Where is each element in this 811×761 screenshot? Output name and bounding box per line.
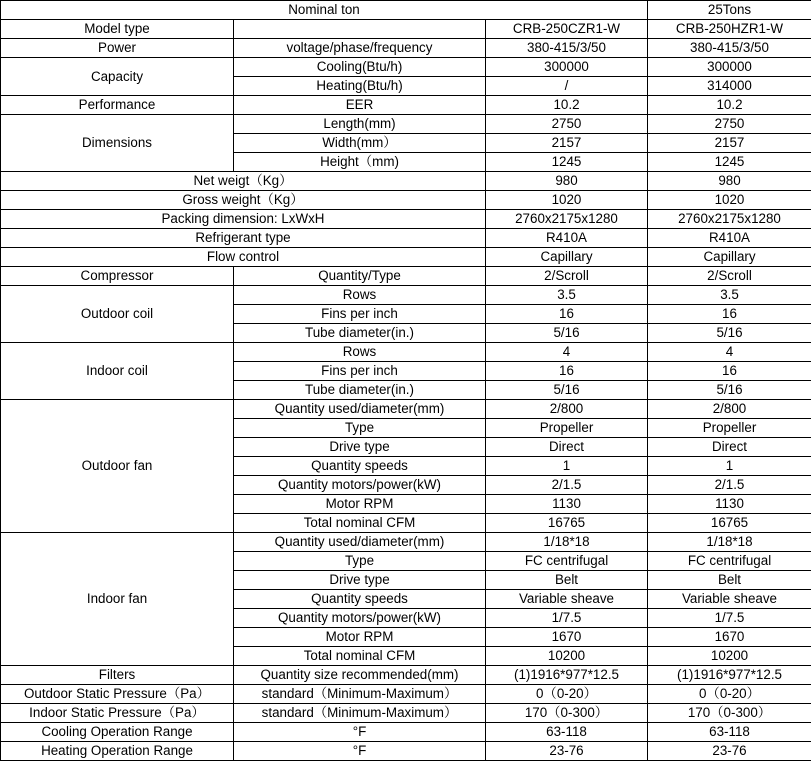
if-drive-sub: Drive type [234, 571, 486, 590]
width-sub: Width(mm） [234, 134, 486, 153]
oc-tube-v1: 5/16 [486, 324, 648, 343]
ic-tube-sub: Tube diameter(in.) [234, 381, 486, 400]
row-indoor-static [1, 704, 811, 723]
gross-weight-v1: 1020 [486, 191, 648, 210]
indoor-static-v2: 170（0-300） [648, 704, 811, 723]
of-type-v2: Propeller [648, 419, 811, 438]
packing-v2: 2760x2175x1280 [648, 210, 811, 229]
flow-control-v1: Capillary [486, 248, 648, 267]
eer-sub: EER [234, 96, 486, 115]
row-outdoor-static [1, 685, 811, 704]
ic-rows-sub: Rows [234, 343, 486, 362]
of-drive-v2: Direct [648, 438, 811, 457]
of-cfm-sub: Total nominal CFM [234, 514, 486, 533]
capacity-label: Capacity [1, 58, 234, 96]
eer-v2: 10.2 [648, 96, 811, 115]
performance-label: Performance [1, 96, 234, 115]
if-qty-sub: Quantity used/diameter(mm) [234, 533, 486, 552]
oc-rows-sub: Rows [234, 286, 486, 305]
row-filters [1, 666, 811, 685]
outdoor-static-label: Outdoor Static Pressure（Pa） [1, 685, 234, 704]
if-cfm-v1: 10200 [486, 647, 648, 666]
oc-fins-sub: Fins per inch [234, 305, 486, 324]
if-type-v1: FC centrifugal [486, 552, 648, 571]
height-sub: Height（mm) [234, 153, 486, 172]
of-drive-v1: Direct [486, 438, 648, 457]
of-motors-sub: Quantity motors/power(kW) [234, 476, 486, 495]
if-speeds-v2: Variable sheave [648, 590, 811, 609]
filters-sub: Quantity size recommended(mm) [234, 666, 486, 685]
net-weight-v1: 980 [486, 172, 648, 191]
cooling-v2: 300000 [648, 58, 811, 77]
cooling-range-v2: 63-118 [648, 723, 811, 742]
compressor-v2: 2/Scroll [648, 267, 811, 286]
row-indoor-fan-qty [1, 533, 811, 552]
net-weight-label: Net weigt（Kg） [1, 172, 486, 191]
of-qty-v2: 2/800 [648, 400, 811, 419]
flow-control-label: Flow control [1, 248, 486, 267]
ic-rows-v1: 4 [486, 343, 648, 362]
heating-range-label: Heating Operation Range [1, 742, 234, 761]
row-nominal-ton [1, 1, 811, 20]
power-sub: voltage/phase/frequency [234, 39, 486, 58]
heating-range-v2: 23-76 [648, 742, 811, 761]
of-type-sub: Type [234, 419, 486, 438]
row-heating-range [1, 742, 811, 761]
indoor-coil-label: Indoor coil [1, 343, 234, 400]
dimensions-label: Dimensions [1, 115, 234, 172]
of-qty-v1: 2/800 [486, 400, 648, 419]
row-packing [1, 210, 811, 229]
flow-control-v2: Capillary [648, 248, 811, 267]
indoor-static-v1: 170（0-300） [486, 704, 648, 723]
refrigerant-v2: R410A [648, 229, 811, 248]
cooling-range-sub: °F [234, 723, 486, 742]
eer-v1: 10.2 [486, 96, 648, 115]
refrigerant-label: Refrigerant type [1, 229, 486, 248]
power-label: Power [1, 39, 234, 58]
oc-tube-sub: Tube diameter(in.) [234, 324, 486, 343]
compressor-v1: 2/Scroll [486, 267, 648, 286]
of-rpm-sub: Motor RPM [234, 495, 486, 514]
outdoor-coil-label: Outdoor coil [1, 286, 234, 343]
power-v1: 380-415/3/50 [486, 39, 648, 58]
if-type-sub: Type [234, 552, 486, 571]
if-drive-v2: Belt [648, 571, 811, 590]
filters-v1: (1)1916*977*12.5 [486, 666, 648, 685]
of-cfm-v2: 16765 [648, 514, 811, 533]
width-v2: 2157 [648, 134, 811, 153]
if-motors-v1: 1/7.5 [486, 609, 648, 628]
compressor-sub: Quantity/Type [234, 267, 486, 286]
length-v2: 2750 [648, 115, 811, 134]
oc-fins-v2: 16 [648, 305, 811, 324]
height-v1: 1245 [486, 153, 648, 172]
if-cfm-v2: 10200 [648, 647, 811, 666]
refrigerant-v1: R410A [486, 229, 648, 248]
cooling-v1: 300000 [486, 58, 648, 77]
compressor-label: Compressor [1, 267, 234, 286]
filters-label: Filters [1, 666, 234, 685]
row-cooling-range [1, 723, 811, 742]
of-cfm-v1: 16765 [486, 514, 648, 533]
row-capacity-cooling [1, 58, 811, 77]
filters-v2: (1)1916*977*12.5 [648, 666, 811, 685]
gross-weight-v2: 1020 [648, 191, 811, 210]
ic-fins-v2: 16 [648, 362, 811, 381]
if-speeds-v1: Variable sheave [486, 590, 648, 609]
row-refrigerant [1, 229, 811, 248]
ic-fins-sub: Fins per inch [234, 362, 486, 381]
if-rpm-sub: Motor RPM [234, 628, 486, 647]
of-motors-v2: 2/1.5 [648, 476, 811, 495]
if-motors-sub: Quantity motors/power(kW) [234, 609, 486, 628]
if-qty-v2: 1/18*18 [648, 533, 811, 552]
oc-tube-v2: 5/16 [648, 324, 811, 343]
of-speeds-sub: Quantity speeds [234, 457, 486, 476]
heating-sub: Heating(Btu/h) [234, 77, 486, 96]
power-v2: 380-415/3/50 [648, 39, 811, 58]
if-qty-v1: 1/18*18 [486, 533, 648, 552]
ic-tube-v1: 5/16 [486, 381, 648, 400]
row-outdoor-coil-rows [1, 286, 811, 305]
if-rpm-v1: 1670 [486, 628, 648, 647]
row-power [1, 39, 811, 58]
ic-fins-v1: 16 [486, 362, 648, 381]
row-outdoor-fan-qty [1, 400, 811, 419]
if-drive-v1: Belt [486, 571, 648, 590]
of-drive-sub: Drive type [234, 438, 486, 457]
if-cfm-sub: Total nominal CFM [234, 647, 486, 666]
packing-label: Packing dimension: LxWxH [1, 210, 486, 229]
row-performance [1, 96, 811, 115]
length-v1: 2750 [486, 115, 648, 134]
outdoor-fan-label: Outdoor fan [1, 400, 234, 533]
row-flow-control [1, 248, 811, 267]
outdoor-static-v1: 0（0-20） [486, 685, 648, 704]
of-speeds-v1: 1 [486, 457, 648, 476]
outdoor-static-v2: 0（0-20） [648, 685, 811, 704]
net-weight-v2: 980 [648, 172, 811, 191]
oc-rows-v1: 3.5 [486, 286, 648, 305]
of-motors-v1: 2/1.5 [486, 476, 648, 495]
heating-range-v1: 23-76 [486, 742, 648, 761]
height-v2: 1245 [648, 153, 811, 172]
empty-cell [234, 20, 486, 39]
width-v1: 2157 [486, 134, 648, 153]
cooling-sub: Cooling(Btu/h) [234, 58, 486, 77]
of-rpm-v2: 1130 [648, 495, 811, 514]
if-rpm-v2: 1670 [648, 628, 811, 647]
of-qty-sub: Quantity used/diameter(mm) [234, 400, 486, 419]
heating-v1: / [486, 77, 648, 96]
row-model-type [1, 20, 811, 39]
row-indoor-coil-rows [1, 343, 811, 362]
if-speeds-sub: Quantity speeds [234, 590, 486, 609]
outdoor-static-sub: standard（Minimum-Maximum） [234, 685, 486, 704]
length-sub: Length(mm) [234, 115, 486, 134]
heating-range-sub: °F [234, 742, 486, 761]
oc-rows-v2: 3.5 [648, 286, 811, 305]
tons-value: 25Tons [648, 1, 811, 20]
if-motors-v2: 1/7.5 [648, 609, 811, 628]
if-type-v2: FC centrifugal [648, 552, 811, 571]
of-rpm-v1: 1130 [486, 495, 648, 514]
nominal-ton-label: Nominal ton [1, 1, 648, 20]
row-compressor [1, 267, 811, 286]
row-dim-length [1, 115, 811, 134]
indoor-fan-label: Indoor fan [1, 533, 234, 666]
row-net-weight [1, 172, 811, 191]
heating-v2: 314000 [648, 77, 811, 96]
gross-weight-label: Gross weight（Kg） [1, 191, 486, 210]
of-speeds-v2: 1 [648, 457, 811, 476]
model-type-label: Model type [1, 20, 234, 39]
model-1: CRB-250CZR1-W [486, 20, 648, 39]
cooling-range-v1: 63-118 [486, 723, 648, 742]
indoor-static-sub: standard（Minimum-Maximum） [234, 704, 486, 723]
ic-tube-v2: 5/16 [648, 381, 811, 400]
ic-rows-v2: 4 [648, 343, 811, 362]
packing-v1: 2760x2175x1280 [486, 210, 648, 229]
cooling-range-label: Cooling Operation Range [1, 723, 234, 742]
of-type-v1: Propeller [486, 419, 648, 438]
oc-fins-v1: 16 [486, 305, 648, 324]
model-2: CRB-250HZR1-W [648, 20, 811, 39]
row-gross-weight [1, 191, 811, 210]
indoor-static-label: Indoor Static Pressure（Pa） [1, 704, 234, 723]
